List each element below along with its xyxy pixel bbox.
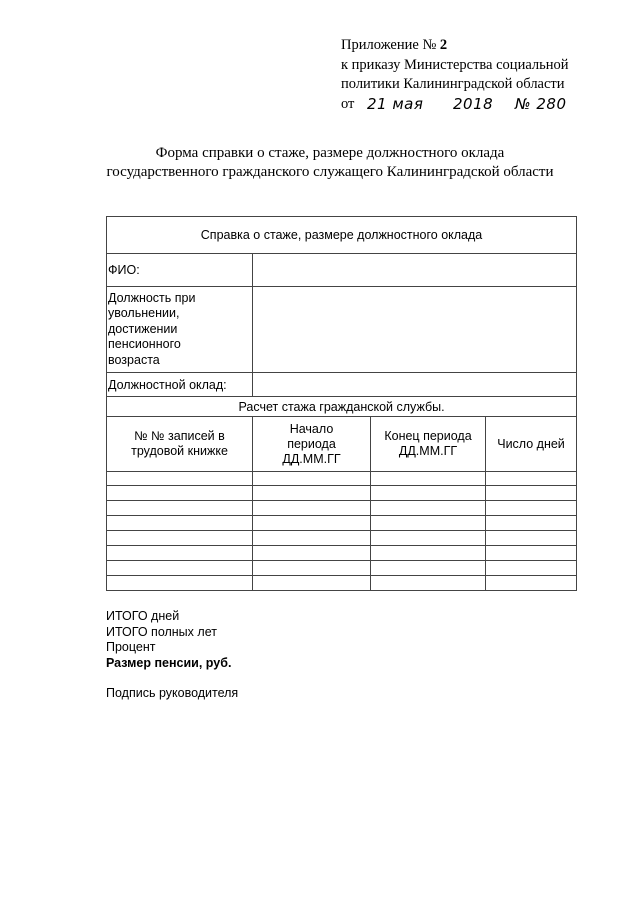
total-days-label: ИТОГО дней	[106, 609, 180, 623]
appendix-number: 2	[439, 37, 448, 53]
col-header-end: Конец периода ДД.ММ.ГГ	[371, 417, 486, 472]
signature-label: Подпись руководителя	[106, 686, 239, 700]
service-calc-row	[107, 397, 577, 417]
fio-value-cell	[253, 254, 577, 287]
salary-row	[107, 373, 577, 397]
handwritten-date: 21 мая	[367, 94, 424, 113]
col-header-records: № № записей в трудовой книжке	[107, 417, 253, 472]
table-heading: Справка о стаже, размере должностного оклада	[107, 217, 577, 254]
col-header-days: Число дней	[486, 417, 577, 472]
table-row	[107, 486, 577, 501]
table-row	[107, 501, 577, 516]
fio-row	[107, 254, 577, 287]
table-row	[107, 576, 577, 591]
appendix-line-1: Приложение № 2	[341, 37, 448, 53]
salary-value-cell	[253, 373, 577, 397]
from-label: от	[341, 95, 355, 112]
pension-size-label: Размер пенсии, руб.	[106, 655, 232, 670]
table-row	[107, 516, 577, 531]
table-row	[107, 531, 577, 546]
form-title-line-2: государственного гражданского служащего Калининградской области	[106, 164, 554, 180]
service-calc-heading: Расчет стажа гражданской службы.	[107, 397, 577, 417]
percent-label: Процент	[106, 640, 156, 654]
fio-label: ФИО:	[107, 254, 253, 287]
total-years-label: ИТОГО полных лет	[106, 624, 217, 639]
appendix-date-line	[341, 95, 631, 115]
handwritten-year: 2018	[453, 94, 494, 113]
position-label: Должность при увольнении, достижении пенсионного возраста	[107, 287, 253, 373]
form-title	[80, 144, 580, 182]
table-row	[107, 472, 577, 486]
form-title-line-1: Форма справки о стаже, размере должностного оклада	[155, 145, 505, 161]
table-heading-row	[107, 217, 577, 254]
summary-block	[106, 609, 231, 671]
appendix-header	[341, 36, 631, 115]
salary-label: Должностной оклад:	[107, 373, 253, 397]
column-header-row	[107, 417, 577, 472]
position-value-cell	[253, 287, 577, 373]
table-row	[107, 546, 577, 561]
col-header-start: Начало периода ДД.ММ.ГГ	[253, 417, 371, 472]
position-row	[107, 287, 577, 373]
table-row	[107, 561, 577, 576]
handwritten-order-number: № 280	[515, 94, 567, 113]
appendix-line-2: к приказу Министерства социальной	[341, 56, 569, 73]
appendix-line-3: политики Калининградской области	[341, 76, 565, 92]
certificate-table	[106, 216, 577, 591]
